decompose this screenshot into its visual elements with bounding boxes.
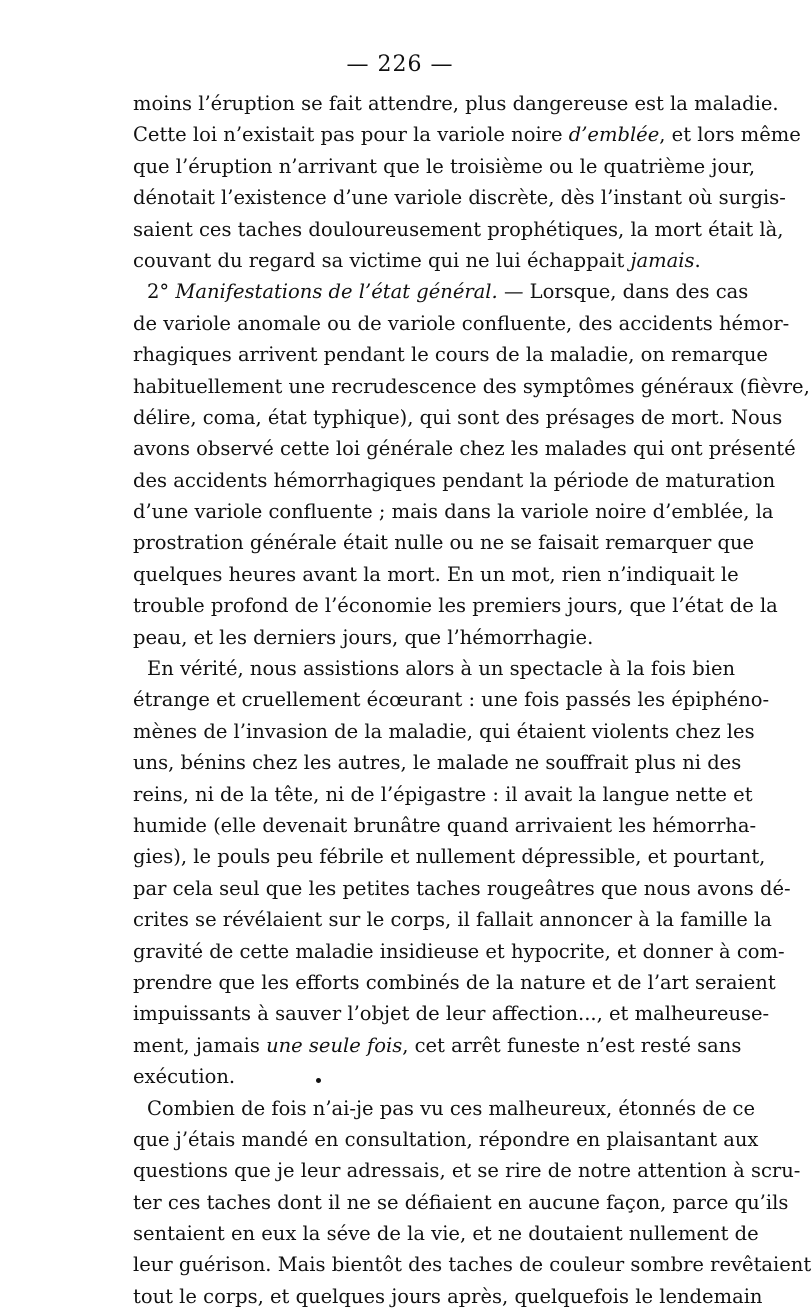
text-line [133, 245, 701, 276]
italic-text: d’emblée [568, 123, 660, 147]
text-segment: que j’étais mandé en consultation, répondre en plaisantant aux [133, 1127, 759, 1151]
text-segment: ment, jamais [133, 1033, 267, 1057]
text-segment: par cela seul que les petites taches rougeâtres que nous avons dé- [133, 876, 791, 900]
text-line [133, 1061, 681, 1092]
text-line [133, 371, 810, 402]
text-segment: impuissants à sauver l’objet de leur affection..., et malheureuse- [133, 1002, 770, 1026]
text-line [133, 622, 681, 653]
italic-text: jamais [630, 248, 695, 272]
text-segment: rhagiques arrivent pendant le cours de la maladie, on remarque [133, 343, 768, 367]
text-line [133, 684, 770, 715]
text-line [133, 998, 770, 1029]
text-line [133, 276, 749, 307]
text-line [133, 527, 755, 558]
text-line [133, 119, 801, 150]
text-line [133, 1093, 756, 1124]
ink-dot [316, 1078, 321, 1083]
text-line [133, 1218, 759, 1249]
text-line [133, 841, 766, 872]
text-segment: prendre que les efforts combinés de la nature et de l’art seraient [133, 970, 776, 994]
text-segment: de variole anomale ou de variole confluente, des accidents hémor- [133, 311, 790, 335]
text-segment: crites se révélaient sur le corps, il fallait annoncer à la famille la [133, 908, 772, 932]
text-segment: 2° [147, 280, 176, 304]
text-line [133, 433, 796, 464]
text-segment: tout le corps, et quelques jours après, quelquefois le lendemain [133, 1284, 763, 1308]
text-line [133, 716, 755, 747]
text-segment: quelques heures avant la mort. En un mot, rien n’indiquait le [133, 562, 739, 586]
text-line [133, 496, 774, 527]
text-segment: prostration générale était nulle ou ne se faisait remarquer que [133, 531, 755, 555]
text-segment: délire, coma, état typhique), qui sont des présages de mort. Nous [133, 405, 783, 429]
text-line [133, 747, 742, 778]
text-segment: . [694, 248, 701, 272]
text-segment: habituellement une recrudescence des symptômes généraux (fièvre, [133, 374, 810, 398]
text-line [133, 1249, 811, 1280]
text-segment: moins l’éruption se fait attendre, plus dangereuse est la maladie. [133, 92, 779, 115]
text-segment: peau, et les derniers jours, que l’hémorrhagie. [133, 625, 594, 649]
text-segment: sentaient en eux la séve de la vie, et ne doutaient nullement de [133, 1222, 759, 1246]
text-segment: trouble profond de l’économie les premiers jours, que l’état de la [133, 594, 778, 618]
text-line [133, 936, 785, 967]
text-line [133, 559, 739, 590]
text-segment: uns, bénins chez les autres, le malade ne souffrait plus ni des [133, 751, 742, 775]
text-segment: — Lorsque, dans des cas [497, 280, 749, 304]
text-line [133, 402, 783, 433]
text-line [133, 1124, 759, 1155]
text-segment: questions que je leur adressais, et se rire de notre attention à scru- [133, 1159, 801, 1183]
text-segment: humide (elle devenait brunâtre quand arrivaient les hémorrha- [133, 813, 757, 837]
text-line [133, 1030, 742, 1061]
italic-text: une seule fois [266, 1033, 403, 1057]
text-line [133, 1155, 801, 1186]
text-line [133, 1187, 789, 1218]
text-line [133, 904, 772, 935]
body-text [133, 88, 811, 1312]
text-line [133, 308, 790, 339]
text-segment: avons observé cette loi générale chez les malades qui ont présenté [133, 437, 796, 461]
text-line [133, 465, 776, 496]
text-segment: d’une variole confluente ; mais dans la variole noire d’emblée, la [133, 500, 774, 524]
page-number: — 226 — [346, 52, 454, 77]
text-line [133, 151, 756, 182]
text-segment: Combien de fois n’ai-je pas vu ces malheureux, étonnés de ce [147, 1096, 756, 1120]
text-line [133, 810, 757, 841]
text-segment: Cette loi n’existait pas pour la variole noire [133, 123, 569, 147]
text-segment: saient ces taches douloureusement prophétiques, la mort était là, [133, 217, 784, 241]
text-segment: dénotait l’existence d’une variole discrète, dès l’instant où surgis- [133, 186, 786, 210]
text-line [133, 653, 736, 684]
text-segment: reins, ni de la tête, ni de l’épigastre : il avait la langue nette et [133, 782, 753, 806]
text-line [133, 590, 778, 621]
text-segment: , et lors même [659, 123, 801, 147]
text-segment: exécution. [133, 1065, 236, 1089]
text-segment: leur guérison. Mais bientôt des taches de couleur sombre revêtaient [133, 1253, 811, 1277]
text-segment: que l’éruption n’arrivant que le troisième ou le quatrième jour, [133, 154, 756, 178]
text-segment: étrange et cruellement écœurant : une fois passés les épiphéno- [133, 688, 770, 712]
text-segment: En vérité, nous assistions alors à un spectacle à la fois bien [147, 657, 736, 681]
text-segment: gies), le pouls peu fébrile et nullement dépressible, et pourtant, [133, 845, 766, 869]
text-line [133, 88, 779, 119]
text-line [133, 779, 753, 810]
text-segment: des accidents hémorrhagiques pendant la période de maturation [133, 468, 776, 492]
text-line [133, 339, 768, 370]
text-segment: , cet arrêt funeste n’est resté sans [402, 1033, 742, 1057]
text-line [133, 967, 776, 998]
text-segment: mènes de l’invasion de la maladie, qui étaient violents chez les [133, 719, 755, 743]
text-line [133, 1281, 763, 1312]
text-segment: gravité de cette maladie insidieuse et hypocrite, et donner à com- [133, 939, 785, 963]
text-segment: couvant du regard sa victime qui ne lui échappait [133, 248, 631, 272]
text-line [133, 182, 786, 213]
text-line [133, 214, 784, 245]
text-line [133, 873, 791, 904]
text-segment: ter ces taches dont il ne se défiaient en aucune façon, parce qu’ils [133, 1190, 789, 1214]
italic-text: Manifestations de l’état général. [175, 280, 498, 304]
